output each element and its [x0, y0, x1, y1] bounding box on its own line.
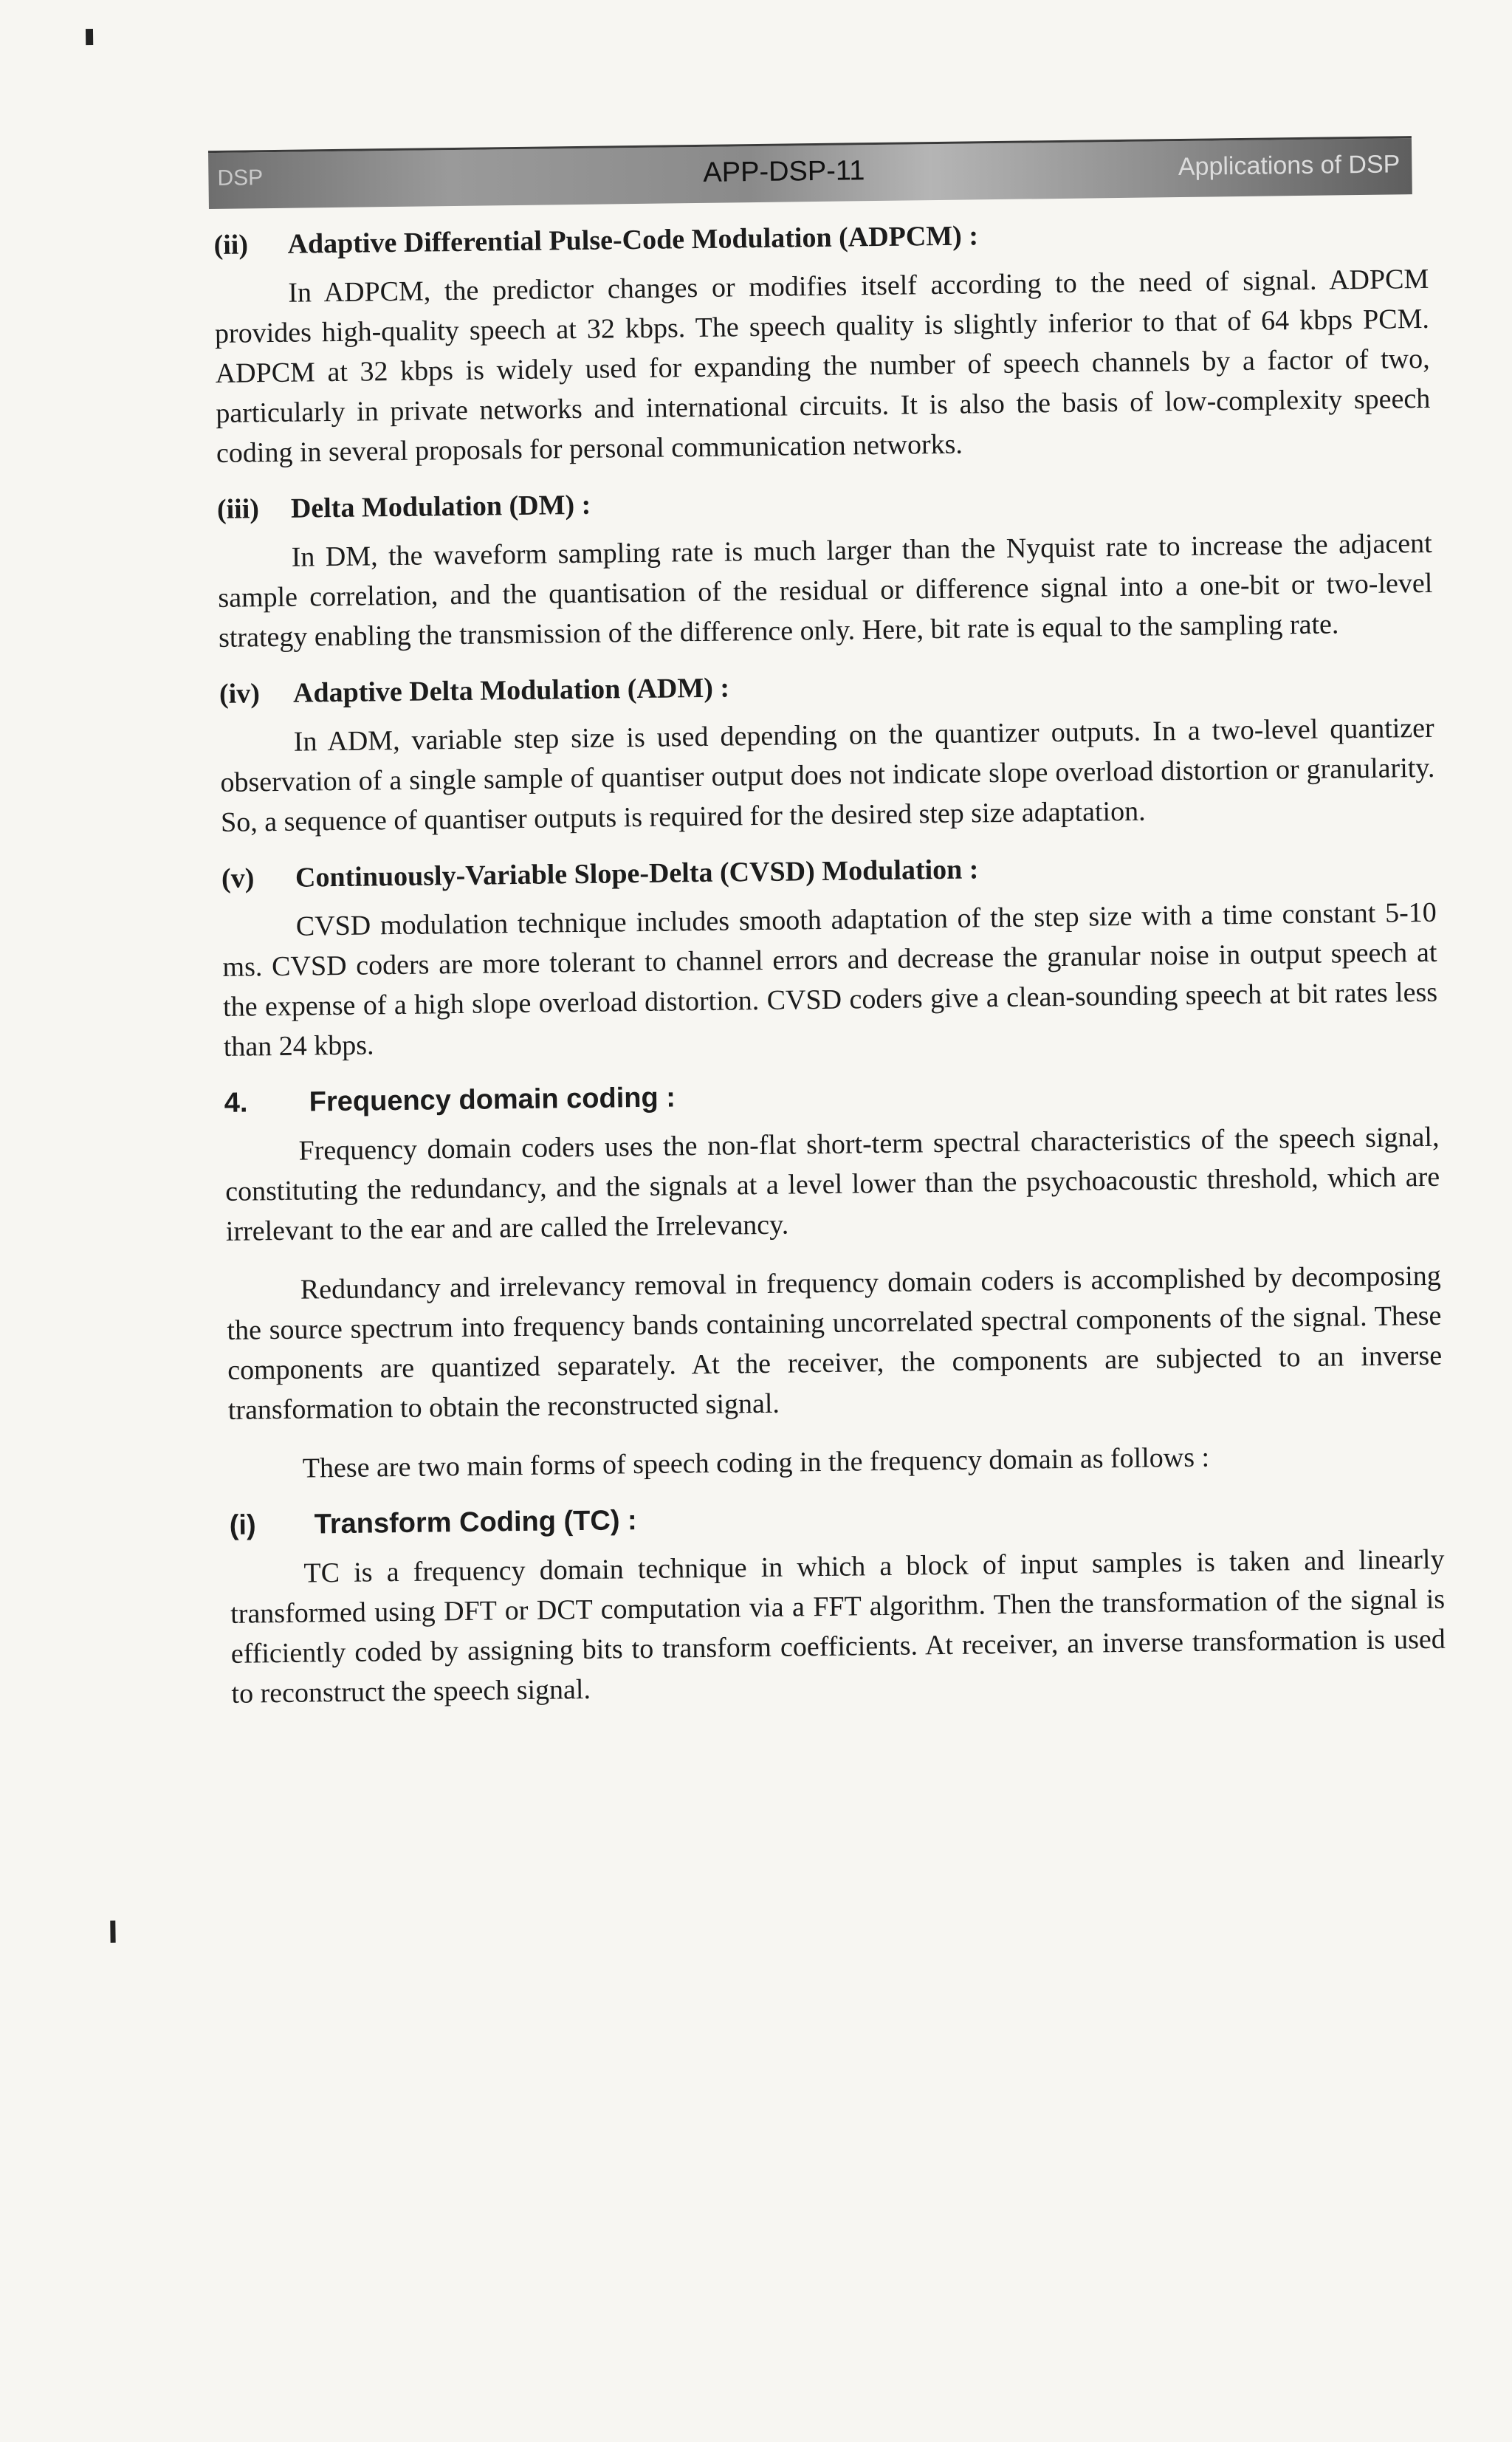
section-title: Adaptive Delta Modulation (ADM) :: [292, 672, 730, 709]
page-body: [213, 213, 1446, 1733]
section-frequency-domain-coding: [224, 1071, 1443, 1489]
section-title: Adaptive Differential Pulse-Code Modulation (ADPCM) :: [287, 220, 979, 260]
section-heading: [219, 662, 1434, 711]
section-adpcm: [213, 213, 1431, 473]
section-cvsd: [221, 847, 1438, 1067]
running-header: [208, 136, 1412, 209]
section-number: (ii): [213, 229, 249, 261]
section-dm: [217, 478, 1434, 658]
section-title: Delta Modulation (DM) :: [290, 489, 591, 524]
header-left-text: DSP: [217, 165, 264, 191]
paragraph: These are two main forms of speech coding in the frequency domain as follows :: [302, 1441, 1210, 1484]
section-number: 4.: [224, 1087, 248, 1119]
paragraph: In ADM, variable step size is used depending on the quantizer outputs. In a two-level quantizer observation of a single sample of quantiser output does not indicate slope overload distortion or granularity. So, a sequence of quantiser outputs is required for the desired step size adaptation.: [220, 712, 1435, 838]
section-heading: [213, 213, 1428, 262]
chapter-title: Applications of DSP: [1178, 150, 1401, 182]
section-number: (iv): [219, 678, 261, 710]
section-title: Transform Coding (TC) :: [314, 1505, 637, 1540]
paragraph: Redundancy and irrelevancy removal in frequency domain coders is accomplished by decomposing the source spectrum into frequency bands containing uncorrelated spectral components of the signal. These components are quantized separately. At the receiver, the components are subjected to an inverse transformation to obtain the reconstructed signal.: [227, 1260, 1443, 1426]
section-heading: [229, 1494, 1443, 1543]
scan-speck: [86, 29, 93, 45]
section-heading: [217, 478, 1432, 527]
paragraph: CVSD modulation technique includes smooth adaptation of the step size with a time constant 5-10 ms. CVSD coders are more tolerant to channel errors and decrease the granular noise in output speech at the expense of a high slope overload distortion. CVSD coders give a clean-sounding speech at bit rates less than 24 kbps.: [222, 896, 1438, 1063]
paragraph: Frequency domain coders uses the non-flat short-term spectral characteristics of the speech signal, constituting the redundancy, and the signals at a level lower than the psychoacoustic threshold, which are irrelevant to the ear and are called the Irrelevancy.: [224, 1121, 1440, 1247]
section-heading: [221, 847, 1436, 896]
section-number: (v): [221, 862, 255, 894]
section-number: (i): [229, 1509, 256, 1541]
scan-speck: [110, 1921, 115, 1943]
section-title: Frequency domain coding :: [309, 1082, 676, 1118]
paragraph: In DM, the waveform sampling rate is much larger than the Nyquist rate to increase the adjacent sample correlation, and the quantisation of the residual or difference signal into a one-bit or two-level strategy enabling the transmission of the difference only. Here, bit rate is equal to the sampling rate.: [218, 527, 1433, 654]
paragraph: TC is a frequency domain technique in which a block of input samples is taken and linearly transformed using DFT or DCT computation via a FFT algorithm. Then the transformation of the signal is efficiently coded by assigning bits to transform coefficients. At receiver, an inverse transformation is used to reconstruct the speech signal.: [230, 1543, 1446, 1709]
section-adm: [219, 662, 1436, 843]
section-number: (iii): [216, 493, 260, 525]
paragraph: In ADPCM, the predictor changes or modifies itself according to the need of signal. ADPCM provides high-quality speech at 32 kbps. The speech quality is slightly inferior to that of 64 kbps PCM. ADPCM at 32 kbps is widely used for expanding the number of speech channels by a factor of two, particularly in private networks and international circuits. It is also the basis of low-complexity speech coding in several proposals for personal communication networks.: [214, 263, 1431, 469]
section-transform-coding: [229, 1494, 1446, 1714]
section-heading: [224, 1071, 1438, 1120]
section-title: Continuously-Variable Slope-Delta (CVSD) Modulation :: [295, 854, 979, 894]
page-number: APP-DSP-11: [703, 155, 865, 188]
